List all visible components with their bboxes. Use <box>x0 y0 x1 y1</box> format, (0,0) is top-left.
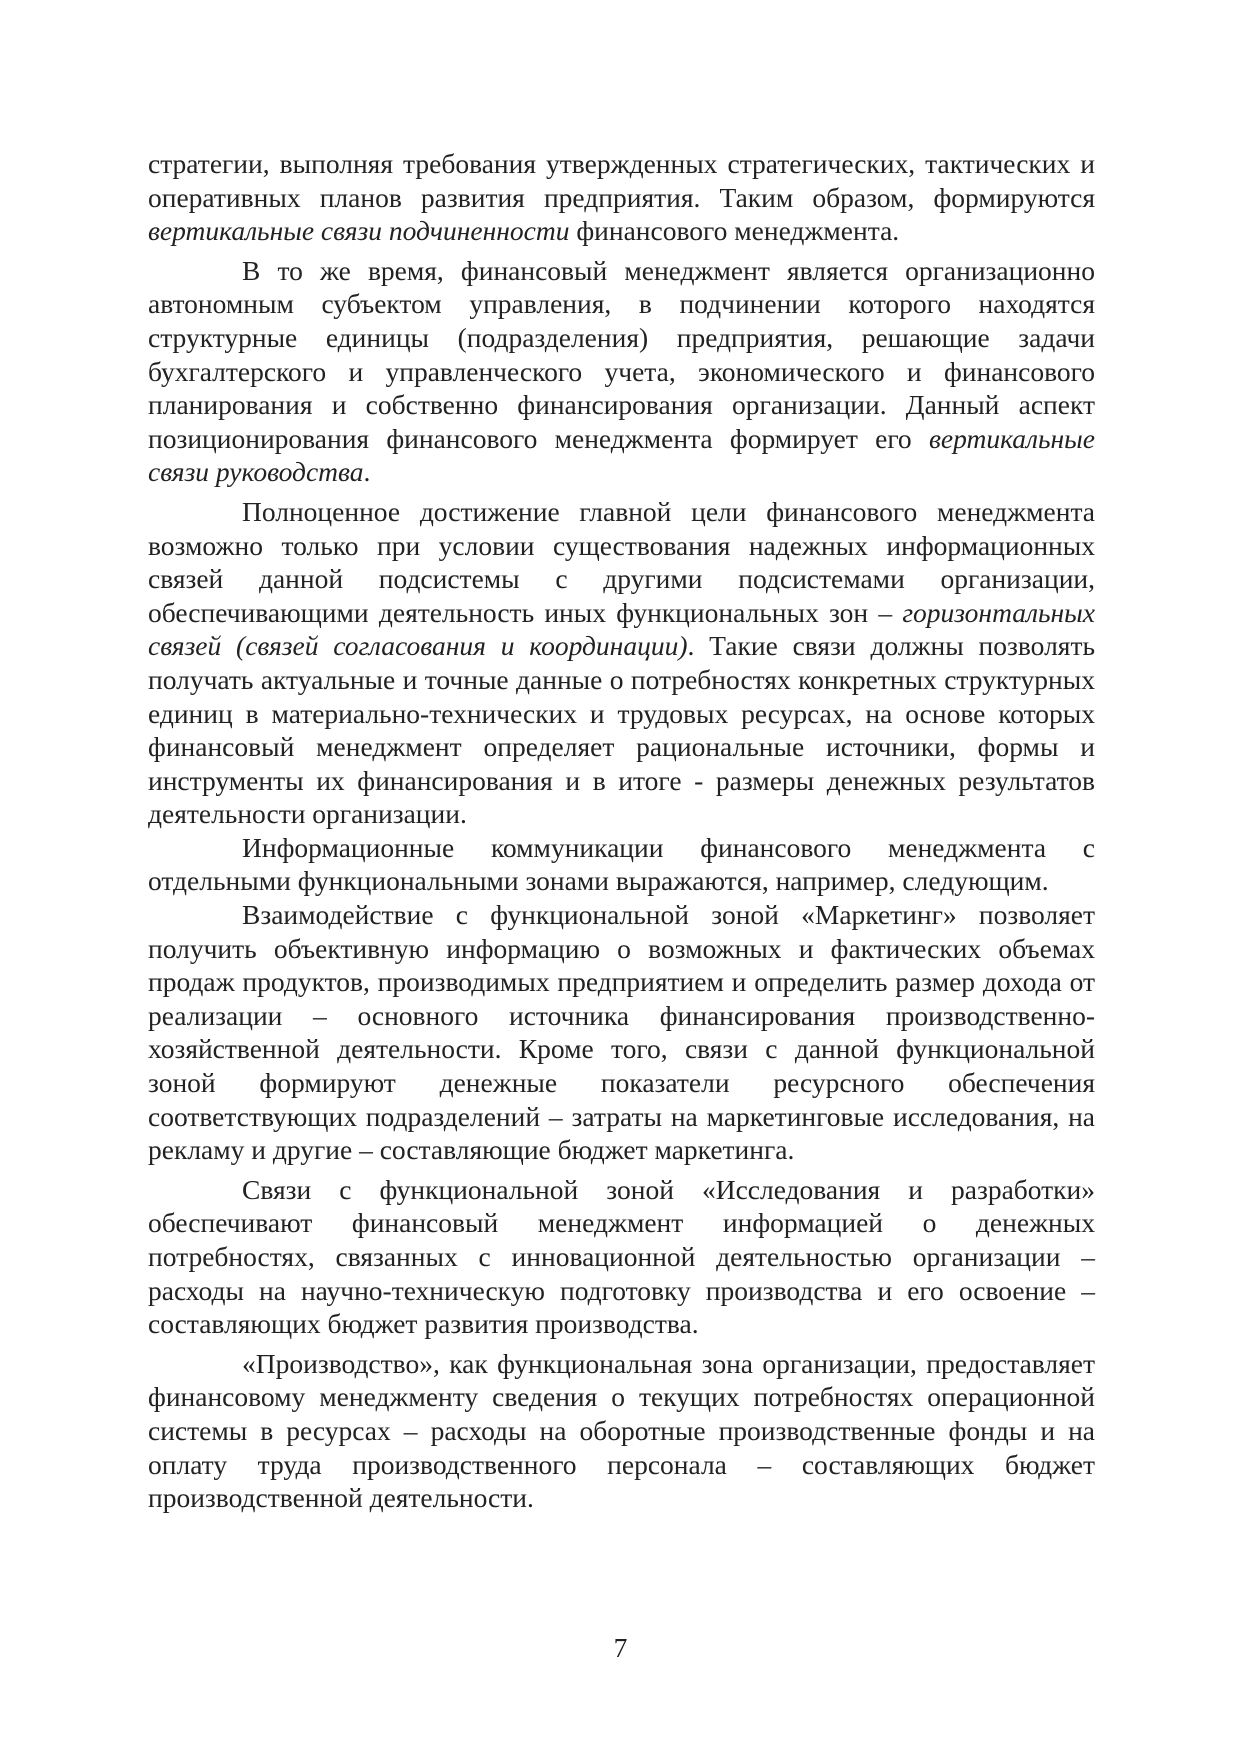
paragraph-6-text: Связи с функциональной зоной «Исследования и разработки» обеспечивают финансовый менеджмент информацией о денежных потребностях, связанных с инновационной деятельностью организации – расходы на научно-техническую подготовку производства и его освоение – составляющих бюджет развития производства. <box>148 1173 1095 1340</box>
page-number: 7 <box>613 1632 628 1663</box>
document-body <box>148 147 1095 1515</box>
paragraph-5-text: Взаимодействие с функциональной зоной «Маркетинг» позволяет получить объективную информацию о возможных и фактических объемах продаж продуктов, производимых предприятием и определить размер дохода от реализации – основного источника финансирования производственно-хозяйственной деятельности. Кроме того, связи с данной функциональной зоной формируют денежные показатели ресурсного обеспечения соответствующих подразделений – затраты на маркетинговые исследования, на рекламу и другие – составляющие бюджет маркетинга. <box>148 899 1095 1166</box>
paragraph-1-text-end: финансового менеджмента. <box>569 215 900 247</box>
paragraph-1 <box>148 147 1095 248</box>
paragraph-7 <box>148 1347 1095 1515</box>
paragraph-4 <box>148 831 1095 898</box>
paragraph-1-text: стратегии, выполняя требования утвержденных стратегических, тактических и оперативных планов развития предприятия. Таким образом, формируются <box>148 148 1095 213</box>
paragraph-4-text: Информационные коммуникации финансового менеджмента с отдельными функциональными зонами выражаются, например, следующим. <box>148 831 1095 897</box>
paragraph-3-italic-term: горизонтальных связей (связей согласования и координации) <box>148 596 1095 662</box>
paragraph-2 <box>148 254 1095 489</box>
paragraph-2-text-end: . <box>363 456 371 488</box>
paragraph-3-text-end: . Такие связи должны позволять получать актуальные и точные данные о потребностях конкретных структурных единиц в материально-технических и трудовых ресурсах, на основе которых финансовый менеджмент определяет рациональные источники, формы и инструменты их финансирования и в итоге - размеры денежных результатов деятельности организации. <box>148 630 1096 830</box>
paragraph-1-italic-term: вертикальные связи подчиненности <box>148 215 570 247</box>
paragraph-7-text: «Производство», как функциональная зона организации, предоставляет финансовому менеджменту сведения о текущих потребностях операционной системы в ресурсах – расходы на оборотные производственные фонды и на оплату труда производственного персонала – составляющих бюджет производственной деятельности. <box>148 1347 1095 1514</box>
paragraph-3-text: Полноценное достижение главной цели финансового менеджмента возможно только при условии существования надежных информационных связей данной подсистемы с другими подсистемами организации, обеспечивающими деятельность иных функциональных зон – <box>148 495 1095 628</box>
paragraph-2-italic-term: вертикальные связи руководства <box>148 422 1095 488</box>
paragraph-5 <box>148 898 1095 1167</box>
paragraph-2-text: В то же время, финансовый менеджмент является организационно автономным субъектом управления, в подчинении которого находятся структурные единицы (подразделения) предприятия, решающие задачи бухгалтерского и управленческого учета, экономического и финансового планирования и собственно финансирования организации. Данный аспект позиционирования финансового менеджмента формирует его <box>148 254 1095 454</box>
paragraph-6 <box>148 1173 1095 1341</box>
paragraph-3 <box>148 495 1095 831</box>
